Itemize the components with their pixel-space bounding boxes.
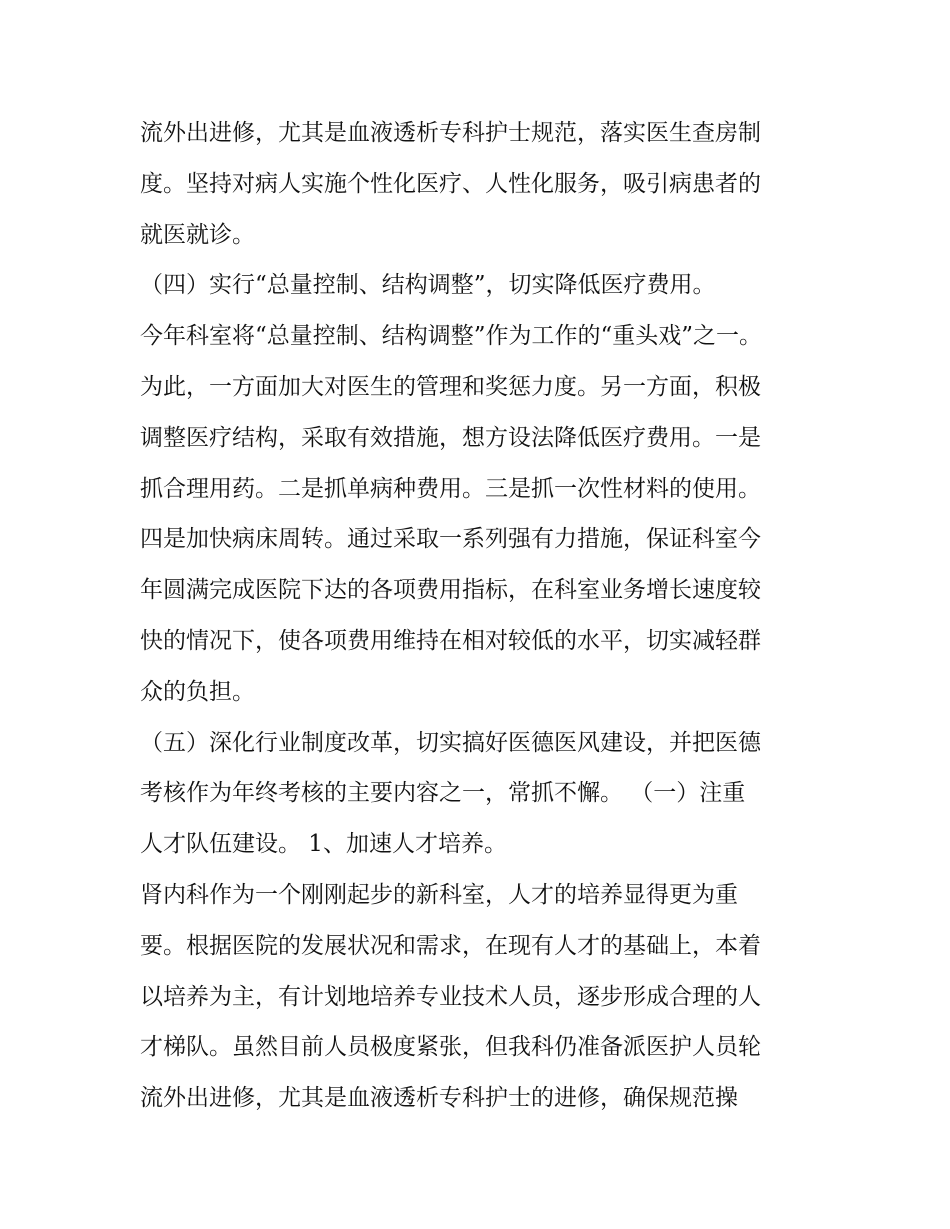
text-line: 四是加快病床周转。通过采取一系列强有力措施，保证科室今 <box>140 526 761 553</box>
text-line: 才梯队。虽然目前人员极度紧张，但我科仍准备派医护人员轮 <box>140 1034 761 1061</box>
text-line: 年圆满完成医院下达的各项费用指标，在科室业务增长速度较 <box>140 577 761 604</box>
text-line: 众的负担。 <box>140 678 255 705</box>
text-line: 为此，一方面加大对医生的管理和奖惩力度。另一方面，积极 <box>140 373 761 400</box>
text-line: 流外出进修，尤其是血液透析专科护士规范，落实医生查房制 <box>140 120 761 146</box>
text-line: 流外出进修，尤其是血液透析专科护士的进修，确保规范操 <box>140 1085 738 1112</box>
text-line: 调整医疗结构，采取有效措施，想方设法降低医疗费用。一是 <box>140 424 761 451</box>
body-text <box>140 108 820 1124</box>
text-line: 人才队伍建设。 1、加速人才培养。 <box>140 831 507 858</box>
text-line: 以培养为主，有计划地培养专业技术人员，逐步形成合理的人 <box>140 983 761 1010</box>
text-line: 就医就诊。 <box>140 221 255 248</box>
text-line: 要。根据医院的发展状况和需求，在现有人才的基础上，本着 <box>140 932 761 959</box>
text-line: 快的情况下，使各项费用维持在相对较低的水平，切实减轻群 <box>140 627 761 654</box>
text-line: 肾内科作为一个刚刚起步的新科室，人才的培养显得更为重 <box>140 881 738 908</box>
section-heading-5: （五）深化行业制度改革，切实搞好医德医风建设，并把医德 <box>140 729 761 756</box>
text-line: 抓合理用药。二是抓单病种费用。三是抓一次性材料的使用。 <box>140 475 761 502</box>
section-heading-4: （四）实行“总量控制、结构调整”，切实降低医疗费用。 <box>140 272 716 299</box>
text-line: 今年科室将“总量控制、结构调整”作为工作的“重头戏”之一。 <box>140 323 763 350</box>
text-line: 度。坚持对病人实施个性化医疗、人性化服务，吸引病患者的 <box>140 170 761 197</box>
text-line: 考核作为年终考核的主要内容之一，常抓不懈。 （一）注重 <box>140 780 746 807</box>
